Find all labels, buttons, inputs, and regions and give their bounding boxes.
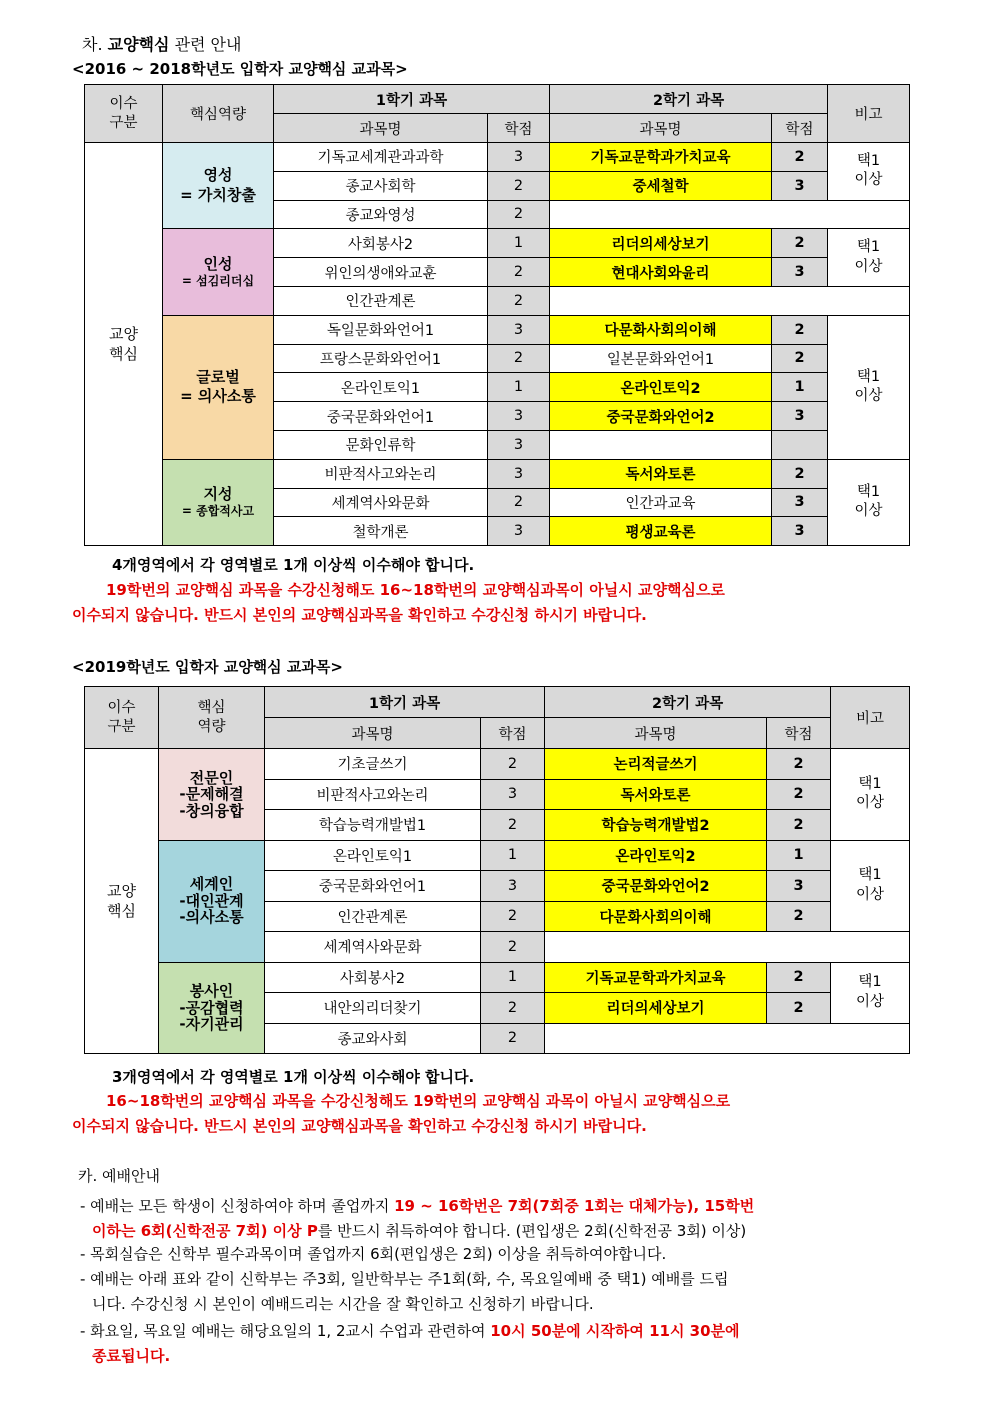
course-sem1: 학습능력개발법1 xyxy=(265,810,481,841)
note-text: 택1 이상 xyxy=(854,483,883,520)
note-cell xyxy=(831,962,910,1023)
credit-sem2: 2 xyxy=(767,962,831,993)
course-sem1: 독일문화와언어1 xyxy=(274,315,488,344)
table-row xyxy=(85,749,910,780)
course-sem1: 비판적사고와논리 xyxy=(265,779,481,810)
table-row xyxy=(85,459,910,488)
note-text: 택1 이상 xyxy=(854,152,883,189)
course-sem1: 내안의리더찾기 xyxy=(265,993,481,1024)
course-sem1: 중국문화와언어1 xyxy=(274,402,488,431)
header-sem2: 2학기 과목 xyxy=(545,687,831,718)
competency-cell xyxy=(163,143,274,229)
note-text: 택1 이상 xyxy=(856,867,885,903)
bullet-3-line-2: 니다. 수강신청 시 본인이 예배드리는 시간을 잘 확인하고 신청하기 바랍니다. xyxy=(92,1295,594,1313)
table-2016-note: 4개영역에서 각 영역별로 1개 이상씩 이수해야 합니다. xyxy=(112,556,475,574)
competency-cell xyxy=(159,749,265,841)
section-ka-title: 카. 예배안내 xyxy=(78,1167,160,1185)
credit-sem1: 2 xyxy=(481,901,545,932)
bullet-1-highlight-2: 이하는 6회(신학전공 7회) 이상 P xyxy=(92,1222,318,1240)
course-sem1: 종교와영성 xyxy=(274,200,488,229)
course-sem2: 현대사회와윤리 xyxy=(550,258,772,287)
course-sem1: 기독교세계관과과학 xyxy=(274,143,488,172)
header-note: 비고 xyxy=(831,687,910,749)
competency-sub: = 종합적사고 xyxy=(181,504,255,519)
credit-sem1: 2 xyxy=(481,810,545,841)
credit-sem2: 3 xyxy=(772,258,828,287)
header-credit-2: 학점 xyxy=(772,114,828,143)
section-prefix: 차. xyxy=(82,35,103,54)
category-cell xyxy=(85,749,159,1054)
course-sem1: 온라인토익1 xyxy=(265,840,481,871)
course-sem2: 다문화사회의이해 xyxy=(550,315,772,344)
credit-sem1: 2 xyxy=(488,344,550,373)
course-sem1: 종교사회학 xyxy=(274,171,488,200)
header-sem1: 1학기 과목 xyxy=(265,687,545,718)
competency-line: -의사소통 xyxy=(179,908,244,927)
empty-credit-cell xyxy=(772,430,828,459)
credit-sem1: 2 xyxy=(481,993,545,1024)
competency-sub: = 가치창출 xyxy=(180,185,256,204)
credit-sem2: 3 xyxy=(772,488,828,517)
header-course-2: 과목명 xyxy=(545,718,767,749)
bullet-4-text: - 화요일, 목요일 예배는 해당요일의 1, 2교시 수업과 관련하여 xyxy=(80,1322,491,1340)
credit-sem1: 3 xyxy=(488,517,550,546)
credit-sem2: 2 xyxy=(767,779,831,810)
credit-sem1: 2 xyxy=(488,200,550,229)
competency-main: 인성 xyxy=(203,254,233,273)
competency-main: 글로벌 xyxy=(196,367,240,386)
competency-line: 세계인 xyxy=(189,875,234,894)
course-sem1: 비판적사고와논리 xyxy=(274,459,488,488)
table-2019 xyxy=(84,686,910,1054)
competency-main: 지성 xyxy=(203,484,233,503)
table-row xyxy=(85,229,910,258)
header-sem1: 1학기 과목 xyxy=(274,85,550,114)
category-cell xyxy=(85,143,163,546)
course-sem1: 세계역사와문화 xyxy=(274,488,488,517)
competency-line: 봉사인 xyxy=(189,982,234,1000)
course-sem2: 온라인토익2 xyxy=(545,840,767,871)
competency-line: 전문인 xyxy=(189,768,234,787)
table-row xyxy=(85,143,910,172)
credit-sem2: 2 xyxy=(772,229,828,258)
course-sem2: 평생교육론 xyxy=(550,517,772,546)
course-sem2: 기독교문학과가치교육 xyxy=(545,962,767,993)
competency-cell xyxy=(159,840,265,962)
course-sem1: 온라인토익1 xyxy=(274,373,488,402)
table-2016-warning-1: 19학번의 교양핵심 과목을 수강신청해도 16~18학번의 교양핵심과목이 아닐시 교양핵심으로 xyxy=(106,581,725,599)
course-sem2: 인간과교육 xyxy=(550,488,772,517)
note-text: 택1 이상 xyxy=(854,239,883,275)
table-2019-warning-1: 16~18학번의 교양핵심 과목을 수강신청해도 19학번의 교양핵심 과목이 아닐시 교양핵심으로 xyxy=(106,1092,731,1110)
empty-cell xyxy=(545,932,910,963)
header-credit-1: 학점 xyxy=(488,114,550,143)
credit-sem2: 2 xyxy=(772,315,828,344)
course-sem1: 인간관계론 xyxy=(265,901,481,932)
credit-sem1: 2 xyxy=(481,932,545,963)
bullet-1-text-2: 를 반드시 취득하여야 합니다. (편입생은 2회(신학전공 3회) 이상) xyxy=(317,1222,747,1240)
header-credit-2: 학점 xyxy=(767,718,831,749)
table-row xyxy=(85,315,910,344)
category-label: 교양핵심 xyxy=(107,881,136,920)
credit-sem1: 3 xyxy=(488,430,550,459)
course-sem2: 중국문화와언어2 xyxy=(550,402,772,431)
competency-main: 영성 xyxy=(203,166,233,185)
course-sem2: 학습능력개발법2 xyxy=(545,810,767,841)
competency-line: -자기관리 xyxy=(179,1015,244,1033)
credit-sem1: 2 xyxy=(488,488,550,517)
competency-line: -창의융합 xyxy=(179,801,244,820)
note-text: 택1 이상 xyxy=(854,368,883,405)
credit-sem2: 2 xyxy=(767,993,831,1024)
note-cell xyxy=(828,229,910,287)
course-sem2: 논리적글쓰기 xyxy=(545,749,767,780)
credit-sem2: 3 xyxy=(767,871,831,902)
empty-cell xyxy=(550,430,772,459)
table-2016-title: <2016 ~ 2018학년도 입학자 교양핵심 교과목> xyxy=(72,60,408,78)
header-course-2: 과목명 xyxy=(550,114,772,143)
section-cha-title xyxy=(82,32,241,55)
bullet-3-line-1: - 예배는 아래 표와 같이 신학부는 주3회, 일반학부는 주1회(화, 수, 목요일예배 중 택1) 예배를 드립 xyxy=(80,1270,729,1288)
competency-sub: = 의사소통 xyxy=(180,387,256,406)
credit-sem1: 2 xyxy=(481,1023,545,1054)
course-sem2: 리더의세상보기 xyxy=(550,229,772,258)
table-row xyxy=(85,840,910,871)
credit-sem1: 2 xyxy=(488,171,550,200)
course-sem2: 온라인토익2 xyxy=(550,373,772,402)
credit-sem2: 2 xyxy=(772,459,828,488)
header-course-1: 과목명 xyxy=(265,718,481,749)
note-cell xyxy=(828,143,910,201)
competency-cell xyxy=(163,229,274,315)
credit-sem1: 3 xyxy=(481,871,545,902)
header-competency: 핵심역량 xyxy=(163,85,274,143)
note-cell xyxy=(828,315,910,459)
note-cell xyxy=(831,749,910,841)
note-text: 택1 이상 xyxy=(856,973,885,1010)
course-sem1: 인간관계론 xyxy=(274,286,488,315)
credit-sem2: 3 xyxy=(772,171,828,200)
credit-sem1: 3 xyxy=(488,459,550,488)
credit-sem2: 2 xyxy=(772,143,828,172)
course-sem2: 기독교문학과가치교육 xyxy=(550,143,772,172)
credit-sem1: 1 xyxy=(488,373,550,402)
section-suffix: 관련 안내 xyxy=(174,35,242,54)
competency-cell xyxy=(163,315,274,459)
bullet-1-highlight: 19 ~ 16학번은 7회(7회중 1회는 대체가능), 15학번 xyxy=(394,1197,755,1215)
course-sem2: 중국문화와언어2 xyxy=(545,871,767,902)
credit-sem2: 2 xyxy=(767,810,831,841)
header-credit-1: 학점 xyxy=(481,718,545,749)
empty-cell xyxy=(550,286,910,315)
course-sem2: 다문화사회의이해 xyxy=(545,901,767,932)
worship-bullet-2: - 목회실습은 신학부 필수과목이며 졸업까지 6회(편입생은 2회) 이상을 취득하여야합니다. xyxy=(80,1245,667,1263)
course-sem1: 세계역사와문화 xyxy=(265,932,481,963)
credit-sem1: 2 xyxy=(481,749,545,780)
bullet-4-highlight: 10시 50분에 시작하여 11시 30분에 xyxy=(490,1322,740,1340)
course-sem1: 철학개론 xyxy=(274,517,488,546)
table-2019-warning-2: 이수되지 않습니다. 반드시 본인의 교양핵심과목을 확인하고 수강신청 하시기 바랍니다. xyxy=(72,1117,647,1135)
course-sem1: 위인의생애와교훈 xyxy=(274,258,488,287)
credit-sem2: 1 xyxy=(772,373,828,402)
credit-sem1: 2 xyxy=(488,258,550,287)
credit-sem2: 3 xyxy=(772,402,828,431)
competency-line: -문제해결 xyxy=(179,785,244,803)
worship-bullet-4 xyxy=(80,1319,940,1369)
competency-cell xyxy=(159,962,265,1054)
table-row xyxy=(85,962,910,993)
header-category: 이수구분 xyxy=(85,687,159,749)
note-text: 택1 이상 xyxy=(856,775,885,812)
empty-cell xyxy=(545,1023,910,1054)
course-sem1: 사회봉사2 xyxy=(274,229,488,258)
credit-sem1: 3 xyxy=(488,402,550,431)
course-sem1: 기초글쓰기 xyxy=(265,749,481,780)
credit-sem1: 1 xyxy=(481,840,545,871)
header-competency: 핵심역량 xyxy=(159,687,265,749)
credit-sem1: 3 xyxy=(488,143,550,172)
worship-bullet-1 xyxy=(80,1194,940,1244)
table-2019-title: <2019학년도 입학자 교양핵심 교과목> xyxy=(72,658,343,676)
header-category: 이수구분 xyxy=(85,85,163,143)
credit-sem1: 3 xyxy=(481,779,545,810)
course-sem2: 일본문화와언어1 xyxy=(550,344,772,373)
course-sem1: 프랑스문화와언어1 xyxy=(274,344,488,373)
course-sem2: 독서와토론 xyxy=(550,459,772,488)
course-sem2: 중세철학 xyxy=(550,171,772,200)
course-sem2: 리더의세상보기 xyxy=(545,993,767,1024)
empty-cell xyxy=(550,200,910,229)
section-bold-term: 교양핵심 xyxy=(107,35,170,54)
table-2016 xyxy=(84,84,910,546)
credit-sem2: 3 xyxy=(772,517,828,546)
header-sem2: 2학기 과목 xyxy=(550,85,828,114)
course-sem1: 문화인류학 xyxy=(274,430,488,459)
credit-sem1: 2 xyxy=(488,286,550,315)
table-2019-note: 3개영역에서 각 영역별로 1개 이상씩 이수해야 합니다. xyxy=(112,1068,475,1086)
credit-sem1: 1 xyxy=(488,229,550,258)
competency-sub: = 섬김리더십 xyxy=(181,274,255,289)
note-cell xyxy=(831,840,910,932)
course-sem1: 중국문화와언어1 xyxy=(265,871,481,902)
table-2016-warning-2: 이수되지 않습니다. 반드시 본인의 교양핵심과목을 확인하고 수강신청 하시기 바랍니다. xyxy=(72,606,647,624)
worship-bullet-3 xyxy=(80,1267,940,1317)
credit-sem2: 2 xyxy=(767,749,831,780)
credit-sem2: 2 xyxy=(772,344,828,373)
competency-line: -대인관계 xyxy=(179,891,244,910)
category-label: 교양핵심 xyxy=(109,324,138,364)
competency-line: -공감협력 xyxy=(179,998,244,1017)
course-sem2: 독서와토론 xyxy=(545,779,767,810)
note-cell xyxy=(828,459,910,545)
credit-sem1: 1 xyxy=(481,962,545,993)
header-course-1: 과목명 xyxy=(274,114,488,143)
credit-sem1: 3 xyxy=(488,315,550,344)
competency-cell xyxy=(163,459,274,545)
header-note: 비고 xyxy=(828,85,910,143)
course-sem1: 사회봉사2 xyxy=(265,962,481,993)
bullet-4-highlight-2: 종료됩니다. xyxy=(92,1347,171,1365)
course-sem1: 종교와사회 xyxy=(265,1023,481,1054)
credit-sem2: 2 xyxy=(767,901,831,932)
credit-sem2: 1 xyxy=(767,840,831,871)
bullet-1-text: - 예배는 모든 학생이 신청하여야 하며 졸업까지 xyxy=(80,1197,395,1215)
